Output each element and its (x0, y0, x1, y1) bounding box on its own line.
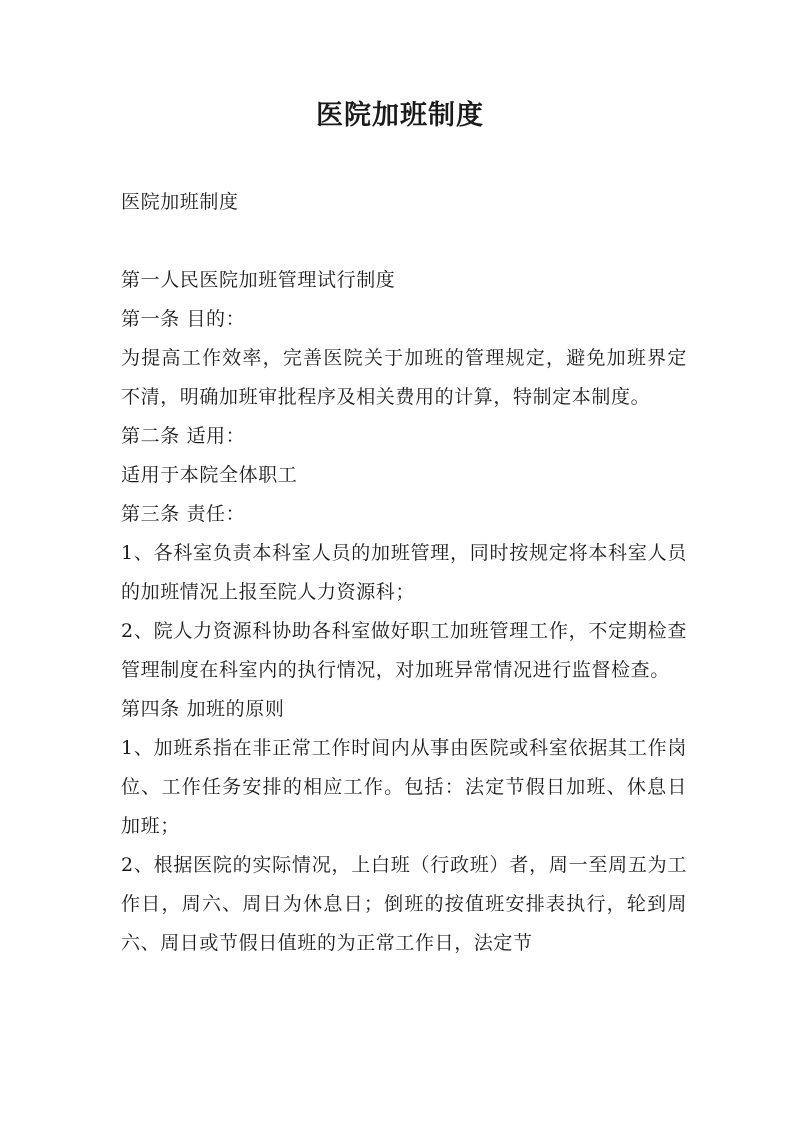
article-3-item-1: 1、各科室负责本科室人员的加班管理，同时按规定将本科室人员的加班情况上报至院人力资源科； (121, 542, 687, 603)
article-4-heading: 第四条 加班的原则 (121, 698, 285, 720)
article-2-heading: 第二条 适用： (121, 425, 246, 447)
article-3-item-2: 2、院人力资源科协助各科室做好职工加班管理工作，不定期检查管理制度在科室内的执行情况，对加班异常情况进行监督检查。 (121, 620, 687, 681)
blank-line (121, 222, 687, 261)
article-1-text: 为提高工作效率，完善医院关于加班的管理规定，避免加班界定不清，明确加班审批程序及相关费用的计算，特制定本制度。 (121, 347, 687, 408)
article-2-text: 适用于本院全体职工 (121, 464, 298, 486)
body-heading: 医院加班制度 (121, 191, 239, 213)
article-4-item-1: 1、加班系指在非正常工作时间内从事由医院或科室依据其工作岗位、工作任务安排的相应工作。包括：法定节假日加班、休息日加班； (121, 737, 687, 837)
document-body (121, 183, 687, 963)
document-title: 医院加班制度 (316, 100, 484, 131)
article-4-item-2: 2、根据医院的实际情况，上白班（行政班）者，周一至周五为工作日，周六、周日为休息日；倒班的按值班安排表执行，轮到周六、周日或节假日值班的为正常工作日，法定节 (121, 854, 687, 954)
article-3-heading: 第三条 责任： (121, 503, 246, 525)
article-1-heading: 第一条 目的： (121, 308, 246, 330)
regulation-title: 第一人民医院加班管理试行制度 (121, 269, 396, 291)
